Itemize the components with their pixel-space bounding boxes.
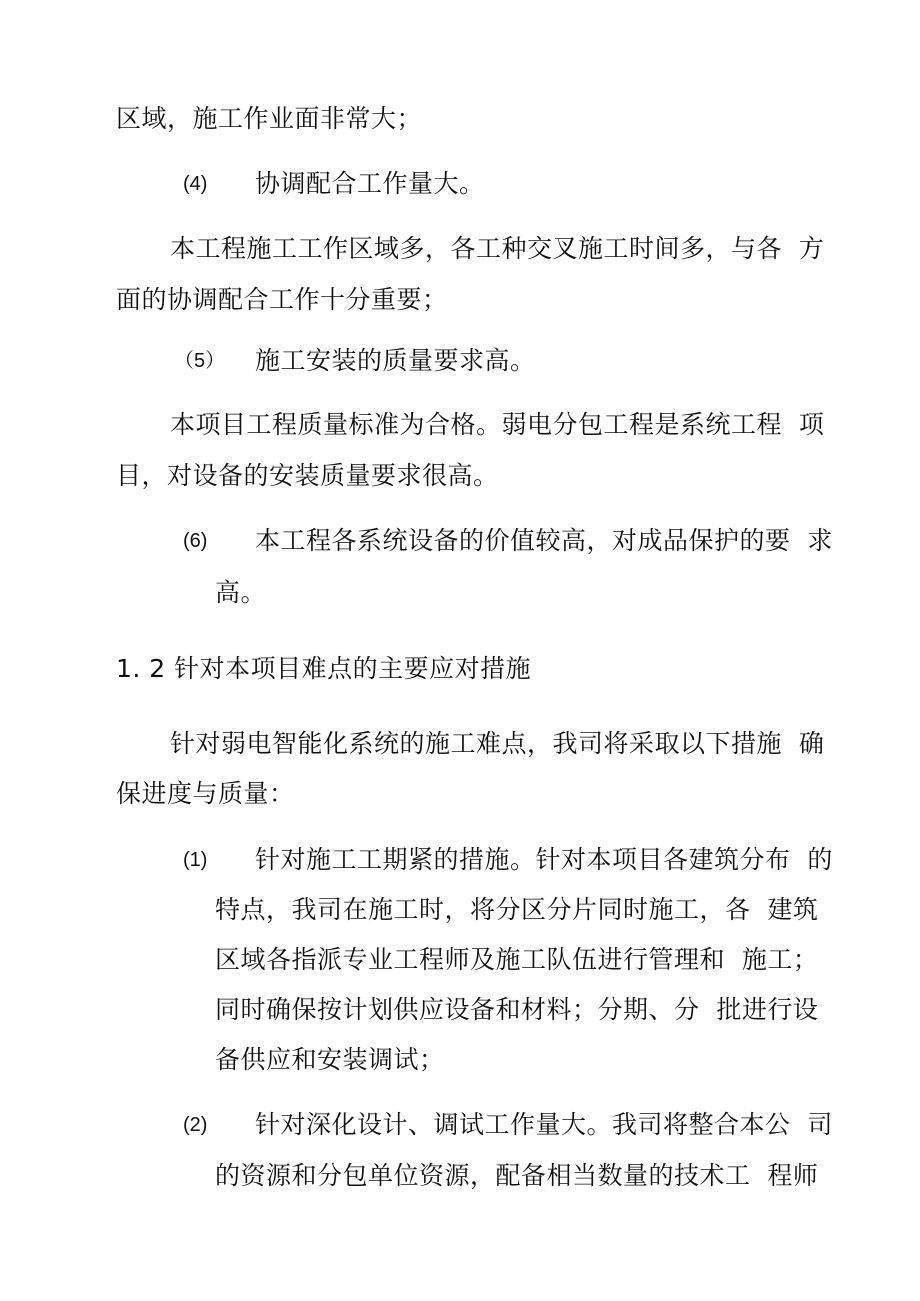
text-line: 区域，施工作业面非常大； xyxy=(116,104,423,133)
text-line: 备供应和安装调试； xyxy=(215,1045,445,1074)
text-line: 面的协调配合工作十分重要； xyxy=(116,285,448,314)
text-line: 目，对设备的安装质量要求很高。 xyxy=(116,461,499,490)
text-line: 的资源和分包单位资源，配备相当数量的技术工 程师 xyxy=(215,1161,819,1190)
item-marker: (1) xyxy=(183,849,208,871)
item-marker: (4) xyxy=(183,173,208,195)
item-marker: （5） xyxy=(174,350,226,372)
text-line: 保进度与质量： xyxy=(116,779,295,808)
text-line: 本工程施工工作区域多，各工种交叉施工时间多，与各 方 xyxy=(170,234,825,263)
text-line: 本工程各系统设备的价值较高，对成品保护的要 求 xyxy=(255,526,833,555)
text-line: 区域各指派专业工程师及施工队伍进行管理和 施工； xyxy=(215,945,819,974)
item-marker: (6) xyxy=(183,530,208,552)
text-line: 施工安装的质量要求高。 xyxy=(255,346,536,375)
text-line: 同时确保按计划供应设备和材料；分期、分 批进行设 xyxy=(215,995,819,1024)
text-line: 针对施工工期紧的措施。针对本项目各建筑分布 的 xyxy=(255,845,833,874)
text-line: 高。 xyxy=(215,578,267,607)
text-line: 协调配合工作量大。 xyxy=(255,169,485,198)
text-line: 本项目工程质量标准为合格。弱电分包工程是系统工程 项 xyxy=(170,410,825,439)
section-heading: 1. 2 针对本项目难点的主要应对措施 xyxy=(116,654,532,683)
text-line: 针对深化设计、调试工作量大。我司将整合本公 司 xyxy=(255,1110,833,1139)
item-marker: (2) xyxy=(183,1114,208,1136)
text-line: 针对弱电智能化系统的施工难点，我司将采取以下措施 确 xyxy=(170,729,825,758)
text-line: 特点，我司在施工时，将分区分片同时施工，各 建筑 xyxy=(215,895,819,924)
